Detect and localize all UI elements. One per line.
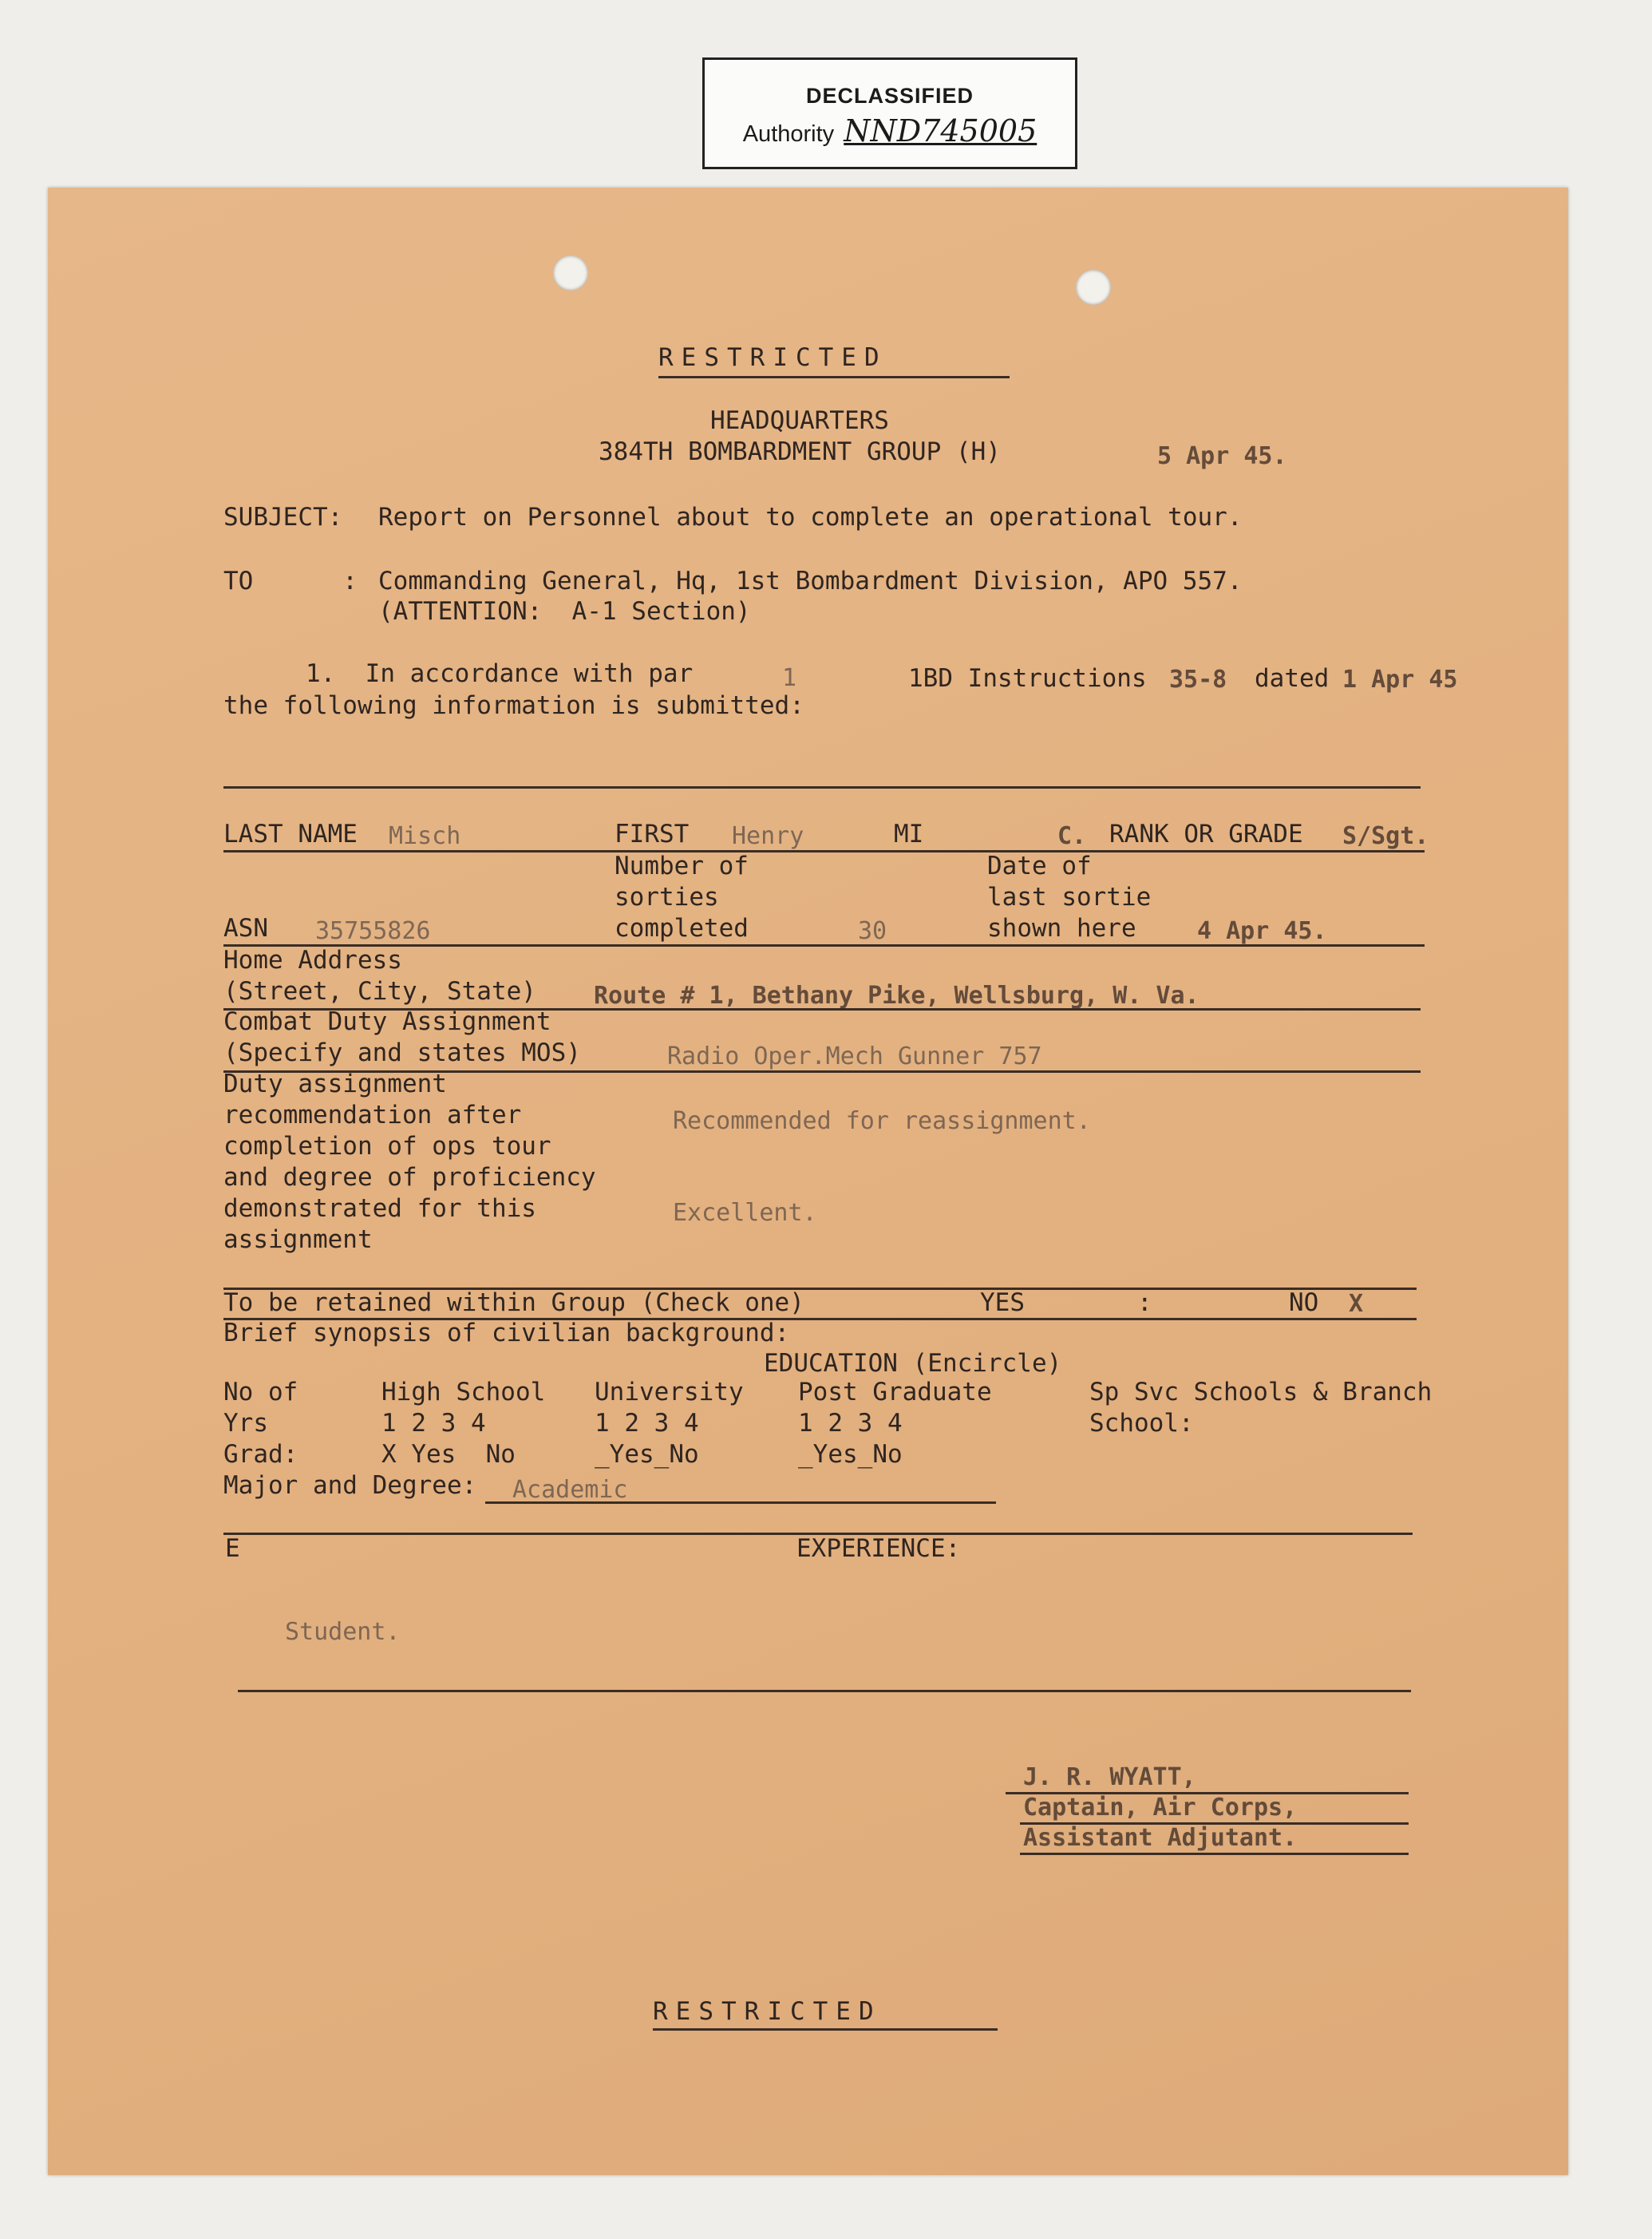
recommendation-value: Recommended for reassignment. xyxy=(673,1107,1091,1135)
e-label: E xyxy=(225,1534,240,1563)
para1-text-a: 1. In accordance with par xyxy=(306,659,694,688)
combat-label-2: (Specify and states MOS) xyxy=(223,1038,581,1067)
last-sortie-label-1: Date of xyxy=(987,852,1092,880)
university-years: 1 2 3 4 xyxy=(595,1409,699,1438)
form-top-rule xyxy=(223,786,1421,789)
row-rule-1 xyxy=(223,850,1425,852)
row-rule-8 xyxy=(238,1690,1411,1692)
major-value: Academic xyxy=(512,1476,628,1504)
experience-label: EXPERIENCE: xyxy=(796,1534,961,1563)
major-rule xyxy=(485,1501,996,1504)
mi-label: MI xyxy=(894,820,924,849)
retained-mark: X xyxy=(1349,1290,1364,1318)
duty-label-1: Duty assignment xyxy=(223,1070,447,1098)
last-name-label: LAST NAME xyxy=(223,820,358,849)
post-graduate-label: Post Graduate xyxy=(798,1378,992,1406)
instruction-date: 1 Apr 45 xyxy=(1342,666,1458,694)
classification-top: RESTRICTED xyxy=(658,343,887,372)
duty-label-6: assignment xyxy=(223,1225,373,1254)
no-of-label: No of xyxy=(223,1378,298,1406)
para1-text-b: 1BD Instructions xyxy=(908,664,1147,693)
last-sortie-value: 4 Apr 45. xyxy=(1197,917,1327,945)
post-graduate-grad: _Yes_No xyxy=(798,1440,903,1469)
home-address-value: Route # 1, Bethany Pike, Wellsburg, W. Va. xyxy=(594,982,1199,1010)
retained-yes-label: YES xyxy=(980,1288,1025,1317)
university-grad: _Yes_No xyxy=(595,1440,699,1469)
home-label-2: (Street, City, State) xyxy=(223,977,536,1006)
signature-rule-2 xyxy=(1020,1822,1409,1825)
instruction-number: 35-8 xyxy=(1169,666,1227,694)
university-label: University xyxy=(595,1378,744,1406)
retained-colon: : xyxy=(1137,1288,1152,1317)
signature-rank: Captain, Air Corps, xyxy=(1023,1794,1298,1822)
combat-label-1: Combat Duty Assignment xyxy=(223,1007,551,1036)
combat-duty-value: Radio Oper.Mech Gunner 757 xyxy=(667,1042,1042,1070)
grad-label: Grad: xyxy=(223,1440,298,1469)
duty-label-4: and degree of proficiency xyxy=(223,1163,596,1192)
classification-bottom-rule xyxy=(653,2028,998,2031)
sorties-label-1: Number of xyxy=(615,852,749,880)
sorties-label-3: completed xyxy=(615,914,749,943)
asn-label: ASN xyxy=(223,914,268,943)
mi-value: C. xyxy=(1057,822,1087,850)
duty-label-2: recommendation after xyxy=(223,1101,522,1129)
stamp-authority-label: Authority xyxy=(742,121,835,147)
signature-title: Assistant Adjutant. xyxy=(1023,1824,1298,1852)
first-name-value: Henry xyxy=(732,822,804,850)
proficiency-value: Excellent. xyxy=(673,1199,817,1227)
experience-value: Student. xyxy=(285,1618,401,1646)
retained-no-label: NO xyxy=(1289,1288,1319,1317)
dated-label: dated xyxy=(1255,664,1330,693)
stamp-authority-number: NND745005 xyxy=(844,113,1037,148)
sorties-value: 30 xyxy=(858,917,887,945)
post-graduate-years: 1 2 3 4 xyxy=(798,1409,903,1438)
sorties-label-2: sorties xyxy=(615,883,719,912)
to-line2: (ATTENTION: A-1 Section) xyxy=(378,597,751,626)
to-line1: Commanding General, Hq, 1st Bombardment Division, APO 557. xyxy=(378,567,1243,595)
sp-svc-label-2: School: xyxy=(1089,1409,1194,1438)
declassified-stamp xyxy=(702,57,1077,169)
last-name-value: Misch xyxy=(389,822,461,850)
last-sortie-label-2: last sortie xyxy=(987,883,1152,912)
memo-date: 5 Apr 45. xyxy=(1157,442,1287,470)
subject-text: Report on Personnel about to complete an operational tour. xyxy=(378,503,1243,532)
rank-label: RANK OR GRADE xyxy=(1109,820,1303,849)
high-school-label: High School xyxy=(381,1378,546,1406)
classification-underline xyxy=(658,376,1010,378)
major-label: Major and Degree: xyxy=(223,1471,477,1500)
high-school-years: 1 2 3 4 xyxy=(381,1409,486,1438)
org-group: 384TH BOMBARDMENT GROUP (H) xyxy=(599,437,1001,466)
yrs-label: Yrs xyxy=(223,1409,268,1438)
retained-label: To be retained within Group (Check one) xyxy=(223,1288,804,1317)
synopsis-label: Brief synopsis of civilian background: xyxy=(223,1319,790,1347)
stamp-authority xyxy=(705,113,1075,148)
document-sheet xyxy=(48,188,1568,2175)
education-label: EDUCATION (Encircle) xyxy=(764,1349,1062,1378)
signature-rule-1 xyxy=(1006,1792,1409,1794)
org-headquarters: HEADQUARTERS xyxy=(710,406,889,435)
punch-hole-right xyxy=(1076,270,1111,305)
last-sortie-label-3: shown here xyxy=(987,914,1136,943)
stamp-title: DECLASSIFIED xyxy=(805,84,974,108)
high-school-grad: X Yes No xyxy=(381,1440,516,1469)
par-number: 1 xyxy=(782,664,797,692)
row-rule-2 xyxy=(223,944,1425,947)
signature-name: J. R. WYATT, xyxy=(1023,1763,1196,1791)
asn-value: 35755826 xyxy=(315,917,431,945)
duty-label-5: demonstrated for this xyxy=(223,1194,536,1223)
first-name-label: FIRST xyxy=(615,820,690,849)
signature-rule-3 xyxy=(1020,1853,1409,1855)
duty-label-3: completion of ops tour xyxy=(223,1132,551,1161)
rank-value: S/Sgt. xyxy=(1342,822,1429,850)
subject-label: SUBJECT: xyxy=(223,503,343,532)
classification-bottom: RESTRICTED xyxy=(653,1997,882,2026)
home-label-1: Home Address xyxy=(223,946,402,975)
para1-line2: the following information is submitted: xyxy=(223,691,804,720)
punch-hole-left xyxy=(553,255,588,291)
to-label: TO : xyxy=(223,567,358,595)
sp-svc-label-1: Sp Svc Schools & Branch xyxy=(1089,1378,1433,1406)
